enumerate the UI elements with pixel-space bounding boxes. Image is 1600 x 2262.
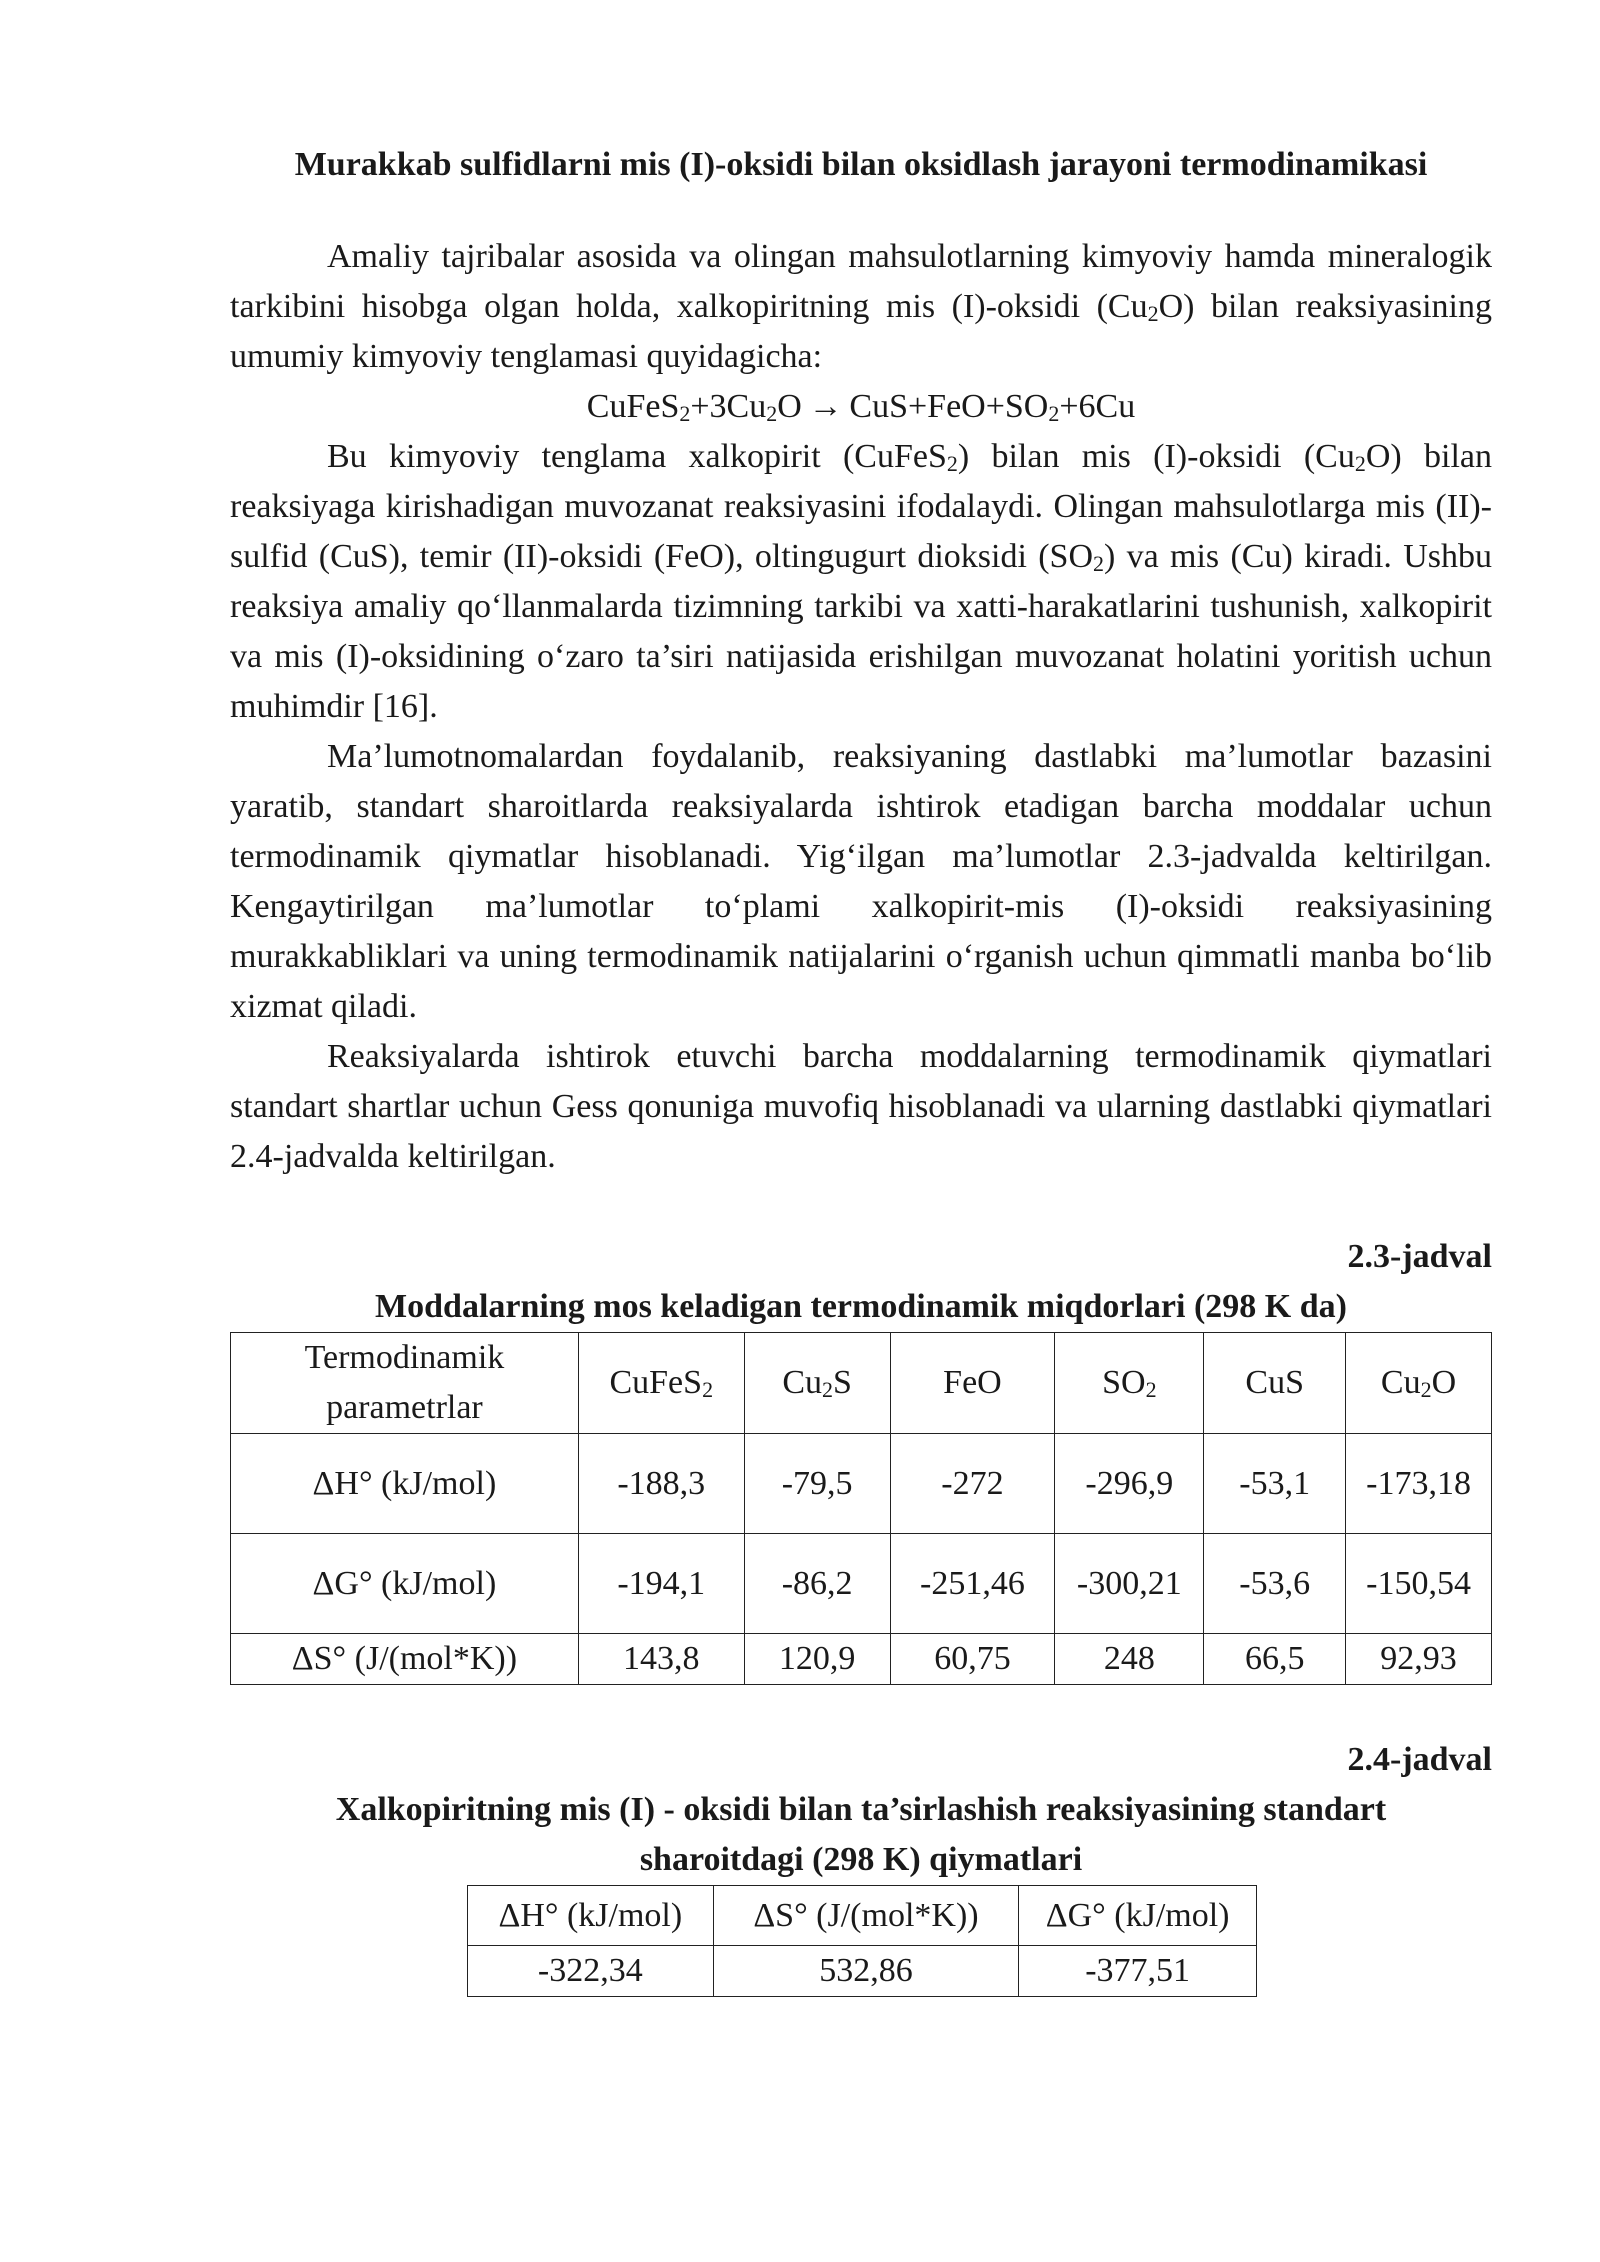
column-header: CuFeS$_2$ — [578, 1333, 744, 1434]
table-2-title-line-2: sharoitdagi (298 K) qiymatlari — [639, 1841, 1083, 1878]
table-cell: -79,5 — [744, 1434, 890, 1534]
column-header: ΔG° (kJ/mol) — [1019, 1886, 1257, 1946]
row-label: ΔH° (kJ/mol) — [231, 1434, 579, 1534]
paragraph-2-text: ) bilan mis (I)-oksidi (Cu — [957, 438, 1355, 475]
eq-part: +6Cu — [1059, 388, 1136, 425]
table-cell: 248 — [1055, 1634, 1204, 1685]
table-cell: -173,18 — [1346, 1434, 1492, 1534]
table-row — [231, 1634, 1492, 1685]
table-cell: -188,3 — [578, 1434, 744, 1534]
subscript: 2 — [766, 401, 778, 426]
reaction-equation — [230, 382, 1492, 432]
column-header: ΔH° (kJ/mol) — [468, 1886, 714, 1946]
table-cell: 120,9 — [744, 1634, 890, 1685]
table-row — [231, 1434, 1492, 1534]
eq-part: +3Cu — [690, 388, 767, 425]
paragraph-1-text-a: Amaliy tajribalar asosida va olingan mahsulotlarning kimyoviy hamda mineralogik tarkibini hisobga olgan holda, xalkopiritning mis (I)-oksidi (Cu — [230, 238, 1492, 325]
subscript: 2 — [679, 401, 691, 426]
table-row — [468, 1946, 1257, 1997]
paragraph-2-text: O) bilan reaksiyaga kirishadigan muvozanat reaksiyasini ifodalaydi. Olingan mahsulotlarga mis (II)-sulfid (CuS), temir (II)-oksidi (FeO), oltingugurt dioksidi (SO — [230, 438, 1493, 575]
paragraph-2 — [230, 432, 1492, 732]
paragraph-1-text-b: O) bilan reaksiyasining umumiy kimyoviy tenglamasi quyidagicha: — [230, 288, 1492, 375]
table-1-title: Moddalarning mos keladigan termodinamik miqdorlari (298 K da) — [375, 1288, 1347, 1325]
subscript: 2 — [946, 451, 958, 476]
subscript: 2 — [1354, 451, 1366, 476]
table-cell: -150,54 — [1346, 1534, 1492, 1634]
header-param: Termodinamik parametrlar — [231, 1333, 579, 1434]
table-cell: -53,1 — [1204, 1434, 1346, 1534]
table-cell: -272 — [890, 1434, 1055, 1534]
column-header: $Cu_2O$ — [1346, 1333, 1492, 1434]
table-cell: -300,21 — [1055, 1534, 1204, 1634]
paragraph-3: Ma’lumotnomalardan foydalanib, reaksiyaning dastlabki ma’lumotlar bazasini yaratib, standart sharoitlarda reaksiyalarda ishtirok etadigan barcha moddalar uchun termodinamik qiymatlar hisoblanadi. Yig‘ilgan ma’lumotlar 2.3-jadvalda keltirilgan. Kengaytirilgan ma’lumotlar to‘plami xalkopirit-mis (I)-oksidi reaksiyasining murakkabliklari va uning termodinamik natijalarini o‘rganish uchun qimmatli manba bo‘lib xizmat qiladi. — [230, 738, 1492, 1025]
column-header: $SO_2$ — [1055, 1333, 1204, 1434]
table-row — [231, 1534, 1492, 1634]
paragraph-1 — [230, 232, 1492, 382]
table-header-row — [468, 1886, 1257, 1946]
table-cell: 532,86 — [713, 1946, 1019, 1997]
section-title: Murakkab sulfidlarni mis (I)-oksidi bilan oksidlash jarayoni termodinamikasi — [294, 146, 1428, 183]
table-cell: -322,34 — [468, 1946, 714, 1997]
subscript: 2 — [1147, 301, 1159, 326]
document-page — [230, 140, 1492, 1997]
eq-part: CuFeS — [586, 388, 680, 425]
table-cell: -377,51 — [1019, 1946, 1257, 1997]
table-2-title-line-1: Xalkopiritning mis (I) - oksidi bilan ta’sirlashish reaksiyasining standart — [335, 1791, 1387, 1828]
table-cell: -53,6 — [1204, 1534, 1346, 1634]
column-header: CuS — [1204, 1333, 1346, 1434]
table-cell: 92,93 — [1346, 1634, 1492, 1685]
eq-part: O → CuS+FeO+SO — [777, 388, 1049, 425]
table-cell: -194,1 — [578, 1534, 744, 1634]
table-header-row — [231, 1333, 1492, 1434]
table-cell: -86,2 — [744, 1534, 890, 1634]
thermodynamic-table — [230, 1332, 1492, 1685]
column-header: $Cu_2S$ — [744, 1333, 890, 1434]
table-cell: 143,8 — [578, 1634, 744, 1685]
table-cell: -251,46 — [890, 1534, 1055, 1634]
table-cell: -296,9 — [1055, 1434, 1204, 1534]
table-cell: 66,5 — [1204, 1634, 1346, 1685]
paragraph-2-text: Bu kimyoviy tenglama xalkopirit (CuFeS — [327, 438, 947, 475]
column-header: FeO — [890, 1333, 1055, 1434]
paragraph-2-text: ) va mis (Cu) kiradi. Ushbu reaksiya amaliy qo‘llanmalarda tizimning tarkibi va xatti-harakatlarini tushunish, xalkopirit va mis (I)-oksidining o‘zaro ta’siri natijasida erishilgan muvozanat holatini yoritish uchun muhimdir [16]. — [230, 538, 1492, 725]
row-label: ΔG° (kJ/mol) — [231, 1534, 579, 1634]
table-2-label: 2.4-jadval — [1347, 1741, 1492, 1778]
table-1-label: 2.3-jadval — [1347, 1238, 1492, 1275]
row-label: ΔS° (J/(mol*K)) — [231, 1634, 579, 1685]
table-cell: 60,75 — [890, 1634, 1055, 1685]
paragraph-4: Reaksiyalarda ishtirok etuvchi barcha moddalarning termodinamik qiymatlari standart shartlar uchun Gess qonuniga muvofiq hisoblanadi va ularning dastlabki qiymatlari 2.4-jadvalda keltirilgan. — [230, 1038, 1492, 1175]
column-header: ΔS° (J/(mol*K)) — [713, 1886, 1019, 1946]
reaction-values-table — [467, 1885, 1257, 1997]
subscript: 2 — [1093, 551, 1104, 576]
subscript: 2 — [1048, 401, 1060, 426]
